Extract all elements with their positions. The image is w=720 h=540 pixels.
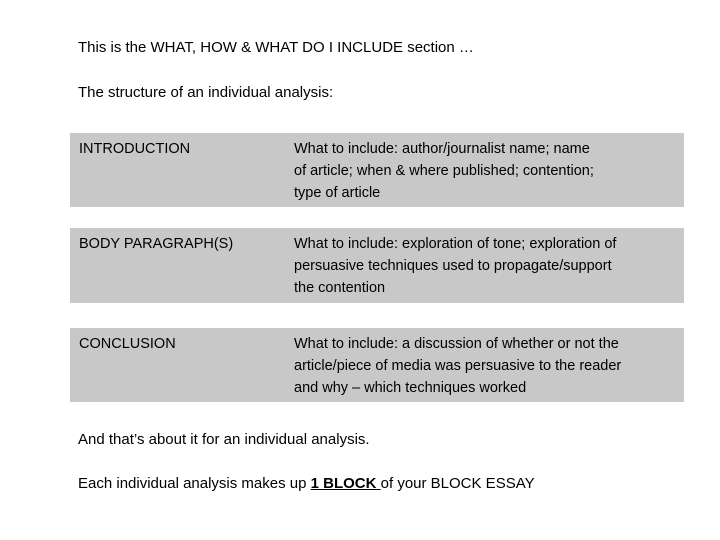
row-description-line: What to include: exploration of tone; exploration of (294, 236, 617, 252)
row-description-line: What to include: author/journalist name; name (294, 141, 590, 157)
row-description (294, 138, 678, 204)
table-row-introduction (70, 133, 684, 207)
block-emphasis: 1 BLOCK (310, 475, 381, 492)
row-description-line: article/piece of media was persuasive to the reader (294, 358, 622, 374)
row-description-line: type of article (294, 185, 381, 201)
row-description-line: the contention (294, 280, 386, 296)
row-description-line: persuasive techniques used to propagate/support (294, 258, 612, 274)
table-row-conclusion (70, 328, 684, 402)
row-description-line: of article; when & where published; contention; (294, 163, 594, 179)
structure-subheading: The structure of an individual analysis: (78, 84, 334, 101)
row-description (294, 333, 678, 399)
block-note-prefix: Each individual analysis makes up (78, 475, 311, 492)
row-label: INTRODUCTION (79, 141, 191, 157)
row-label: BODY PARAGRAPH(S) (79, 236, 234, 252)
row-description-line: What to include: a discussion of whether or not the (294, 336, 619, 352)
row-description (294, 233, 678, 299)
section-heading: This is the WHAT, HOW & WHAT DO I INCLUDE section … (78, 39, 474, 56)
closing-text: And that’s about it for an individual analysis. (78, 431, 370, 448)
row-label: CONCLUSION (79, 336, 176, 352)
block-essay-note (78, 474, 535, 494)
table-row-body-paragraphs (70, 228, 684, 303)
block-note-suffix: of your BLOCK ESSAY (380, 475, 535, 492)
row-description-line: and why – which techniques worked (294, 380, 527, 396)
